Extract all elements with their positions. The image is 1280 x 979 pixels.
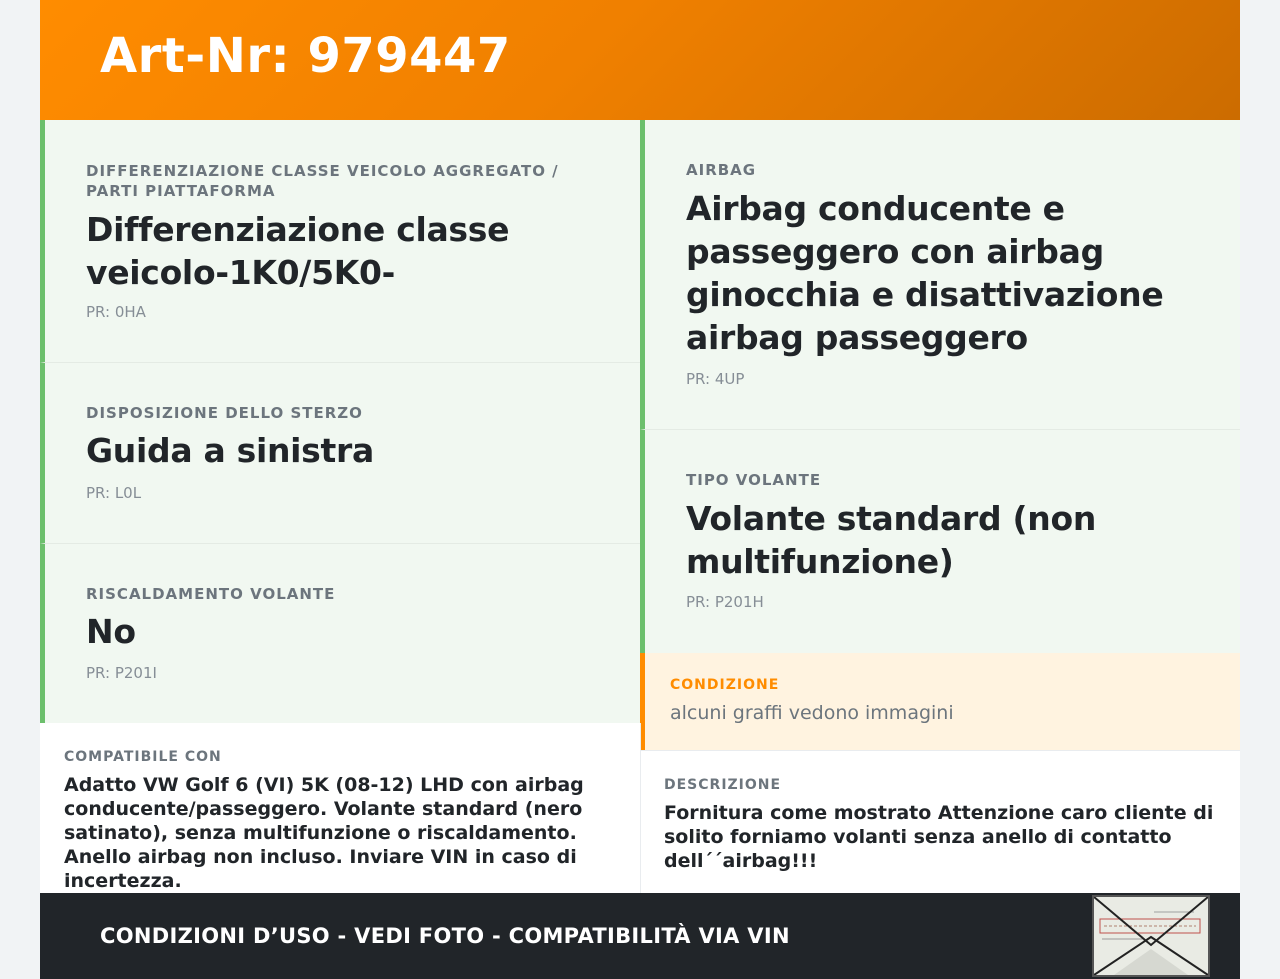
spec-pr-code: PR: L0L — [86, 484, 142, 502]
article-number-title: Art-Nr: 979447 — [100, 28, 511, 84]
letter-stamp-icon — [1092, 895, 1210, 977]
spec-value: Airbag conducente e passeggero con airbag ginocchia e disattivazione airbag passeggero — [686, 189, 1164, 357]
footer-bar — [40, 893, 1240, 979]
spec-platform-class — [40, 120, 640, 363]
condition-box — [640, 653, 1240, 750]
spec-value: Guida a sinistra — [86, 431, 374, 470]
spec-airbag — [640, 120, 1240, 430]
spec-steering-heating — [40, 544, 640, 723]
spec-label: RISCALDAMENTO VOLANTE — [86, 585, 336, 603]
spec-value: No — [86, 612, 136, 651]
spec-pr-code: PR: 4UP — [686, 370, 745, 388]
spec-pr-code: PR: 0HA — [86, 303, 146, 321]
description-text: Fornitura come mostrato Attenzione caro cliente di solito forniamo volanti senza anello di contatto dell´´airbag!!! — [664, 802, 1214, 872]
spec-value: Volante standard (non multifunzione) — [686, 499, 1097, 581]
condition-label: CONDIZIONE — [670, 677, 780, 693]
spec-steering-position — [40, 363, 640, 544]
spec-steering-wheel-type — [640, 430, 1240, 653]
spec-value: Differenziazione classe veicolo-1K0/5K0- — [86, 210, 510, 292]
condition-value: alcuni graffi vedono immagini — [670, 702, 954, 724]
description-label: DESCRIZIONE — [664, 777, 782, 793]
compatible-text: Adatto VW Golf 6 (VI) 5K (08-12) LHD con airbag conducente/passeggero. Volante standard (nero satinato), senza multifunzione o riscaldamento. Anello airbag non incluso. Inviare VIN in caso di incertezza. — [64, 774, 584, 892]
footer-text: CONDIZIONI D’USO - VEDI FOTO - COMPATIBILITÀ VIA VIN — [100, 924, 790, 948]
compatible-label: COMPATIBILE CON — [64, 749, 222, 765]
spec-label: DIFFERENZIAZIONE CLASSE VEICOLO AGGREGATO / PARTI PIATTAFORMA — [86, 162, 559, 200]
spec-label: DISPOSIZIONE DELLO STERZO — [86, 404, 363, 422]
description-section — [640, 750, 1240, 893]
article-sheet — [40, 0, 1240, 979]
spec-pr-code: PR: P201H — [686, 593, 764, 611]
spec-label: TIPO VOLANTE — [686, 471, 822, 489]
column-divider — [640, 723, 641, 893]
article-header — [40, 0, 1240, 120]
compatible-section — [40, 723, 640, 893]
spec-label: AIRBAG — [686, 161, 757, 179]
envelope-icon — [1094, 897, 1208, 975]
spec-pr-code: PR: P201I — [86, 664, 157, 682]
